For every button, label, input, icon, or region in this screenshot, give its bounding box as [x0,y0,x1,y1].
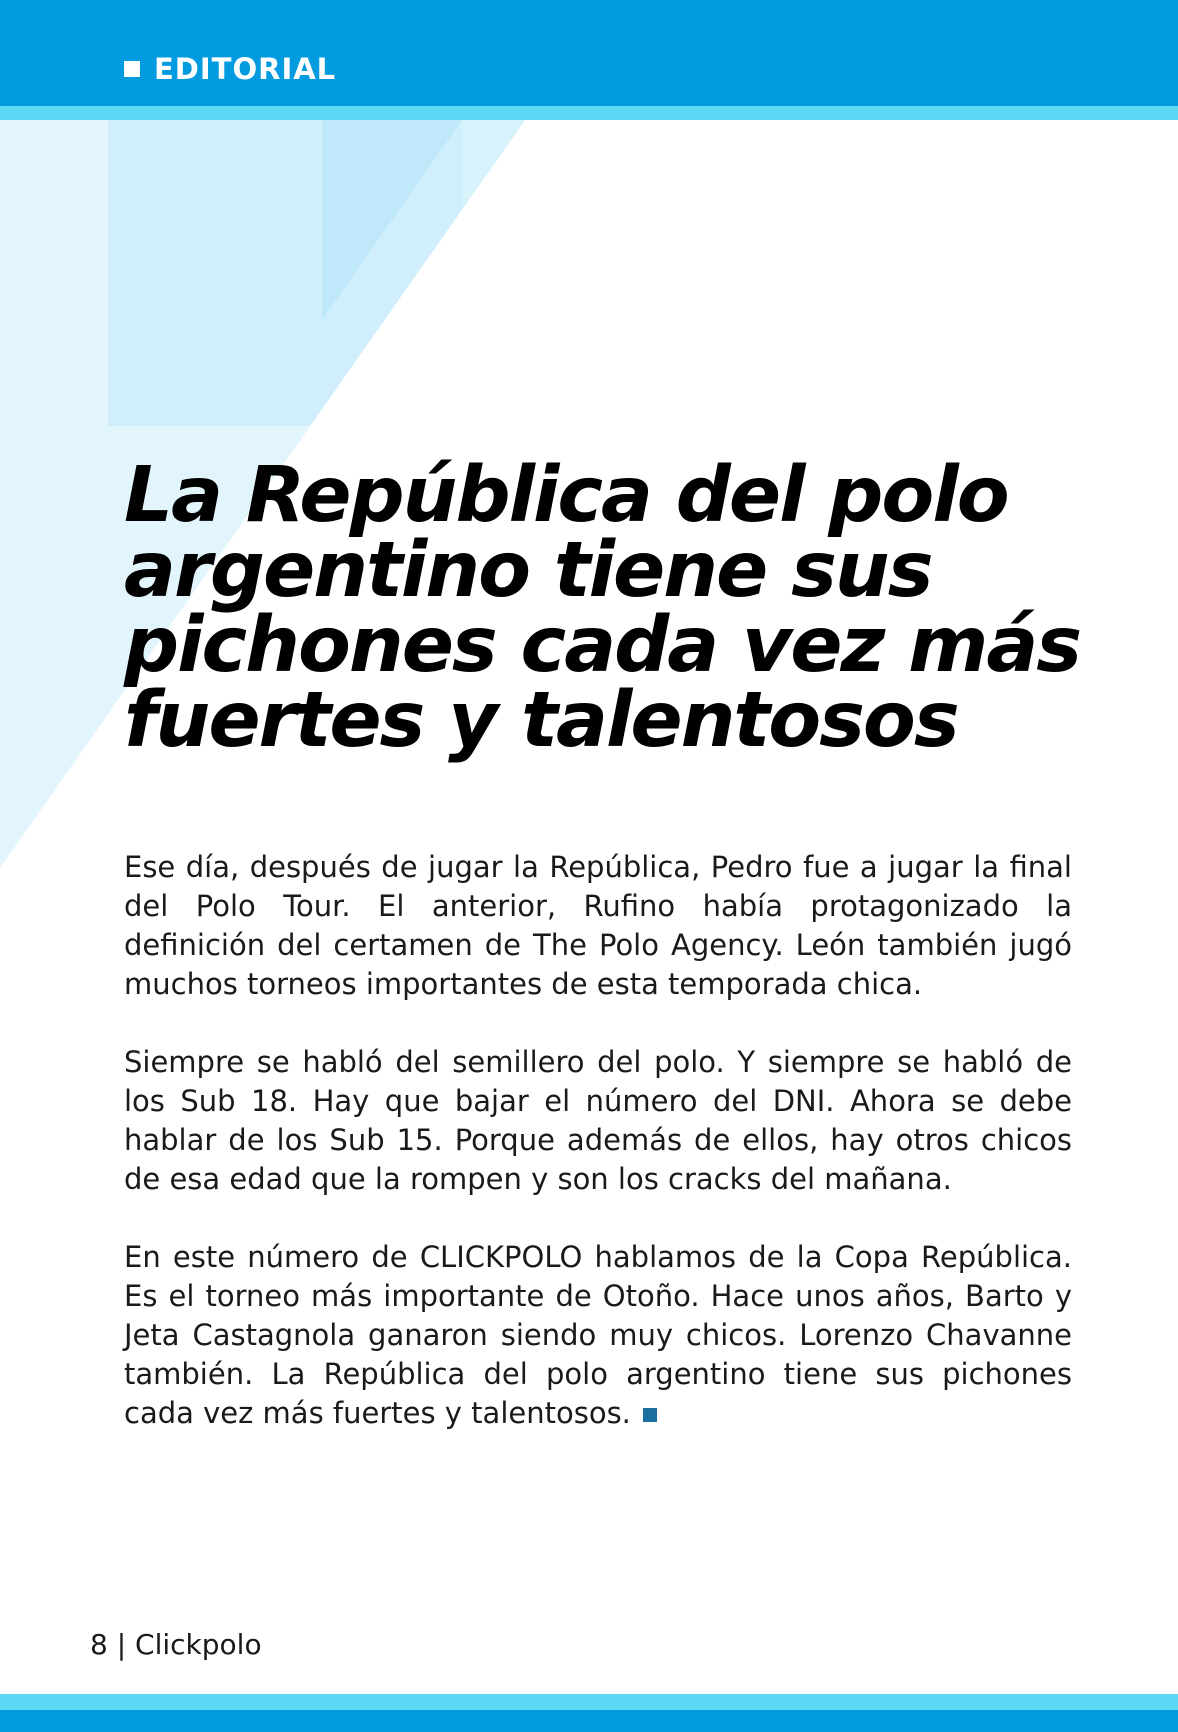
headline-line: La República del polo [124,451,1008,540]
header-stripe [0,106,1178,120]
article-body [124,848,1072,1433]
headline-line: fuertes y talentosos [124,676,958,765]
paragraph-last [124,1238,1072,1433]
section-square-icon [124,61,140,77]
headline-line: argentino tiene sus [124,526,932,615]
headline [124,451,1084,765]
paragraph-text: En este número de CLICKPOLO hablamos de la Copa República. Es el torneo más importante de Otoño. Hace unos años, Barto y Jeta Castagnola ganaron siendo muy chicos. Lorenzo Chavanne también. La República del polo argentino tiene sus pichones cada vez más fuertes y talentosos. [124,1240,1072,1430]
paragraph: Siempre se habló del semillero del polo. Y siempre se habló de los Sub 18. Hay que bajar el número del DNI. Ahora se debe hablar de los Sub 15. Porque además de ellos, hay otros chicos de esa edad que la rompen y son los cracks del mañana. [124,1045,1072,1196]
page-footer: 8 | Clickpolo [90,1628,262,1661]
paragraph: Ese día, después de jugar la República, Pedro fue a jugar la final del Polo Tour. El anterior, Rufino había protagonizado la definición del certamen de The Polo Agency. León también jugó muchos torneos importantes de esta temporada chica. [124,850,1072,1001]
headline-line: pichones cada vez más [124,601,1081,690]
section-tag [124,52,336,86]
bg-panel-edge [462,120,525,210]
footer-stripe [0,1694,1178,1710]
end-square-icon [643,1408,657,1422]
footer-bar [0,1710,1178,1732]
section-label: EDITORIAL [154,52,337,86]
